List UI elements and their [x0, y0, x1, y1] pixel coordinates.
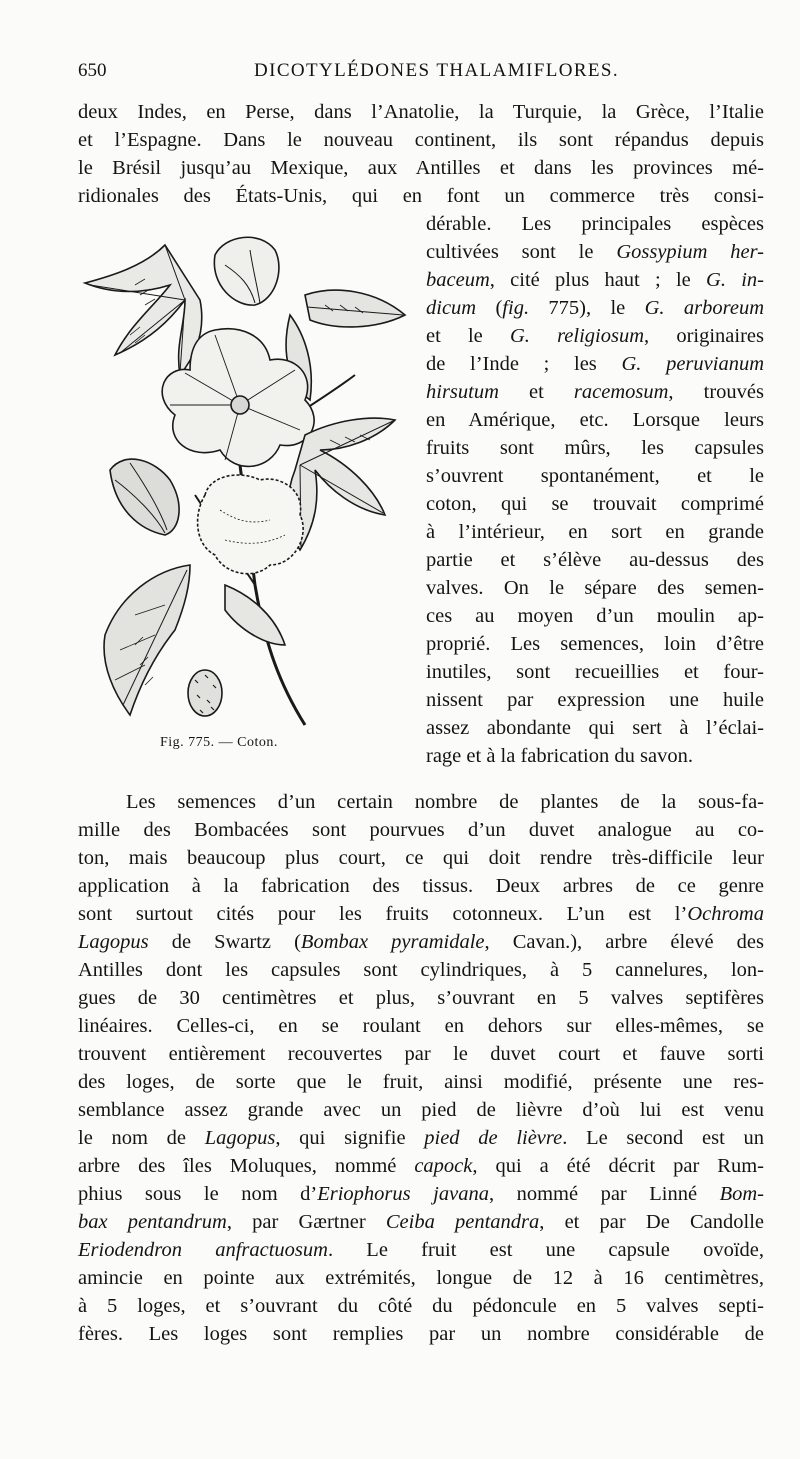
text-line: à 5 loges, et s’ouvrant du côté du pédoncule en 5 valves septi-	[78, 1295, 764, 1317]
text-line: de l’Inde ; les G. peruvianum	[426, 353, 764, 375]
text-line: hirsutum et racemosum, trouvés	[426, 381, 764, 403]
text-line: en Amérique, etc. Lorsque leurs	[426, 409, 764, 431]
text-line: assez abondante qui sert à l’éclai-	[426, 717, 764, 739]
text-line: gues de 30 centimètres et plus, s’ouvrant en 5 valves septifères	[78, 987, 764, 1009]
text-line: sont surtout cités pour les fruits cotonneux. L’un est l’Ochroma	[78, 903, 764, 925]
figure-caption: Fig. 775. — Coton.	[160, 735, 278, 750]
text-line: proprié. Les semences, loin d’être	[426, 633, 764, 655]
text-line: Eriodendron anfractuosum. Le fruit est une capsule ovoïde,	[78, 1239, 764, 1261]
text-line: bax pentandrum, par Gærtner Ceiba pentandra, et par De Candolle	[78, 1211, 764, 1233]
text-line: s’ouvrent spontanément, et le	[426, 465, 764, 487]
text-line: nissent par expression une huile	[426, 689, 764, 711]
text-line: mille des Bombacées sont pourvues d’un duvet analogue au co-	[78, 819, 764, 841]
text-line: cultivées sont le Gossypium her-	[426, 241, 764, 263]
text-line: Lagopus de Swartz (Bombax pyramidale, Cavan.), arbre élevé des	[78, 931, 765, 953]
running-title: DICOTYLÉDONES THALAMIFLORES.	[254, 60, 620, 81]
text-line: ton, mais beaucoup plus court, ce qui doit rendre très-difficile leur	[78, 847, 764, 869]
text-line: application à la fabrication des tissus. Deux arbres de ce genre	[78, 875, 764, 897]
text-line: des loges, de sorte que le fruit, ainsi modifié, présente une res-	[78, 1071, 764, 1093]
cotton-plant-illustration	[75, 225, 410, 735]
text-line: le Brésil jusqu’au Mexique, aux Antilles et dans les provinces mé-	[78, 157, 764, 179]
text-line: partie et s’élève au-dessus des	[426, 549, 764, 571]
text-line: le nom de Lagopus, qui signifie pied de lièvre. Le second est un	[78, 1127, 764, 1149]
text-line: deux Indes, en Perse, dans l’Anatolie, la Turquie, la Grèce, l’Italie	[78, 101, 764, 123]
text-line: rage et à la fabrication du savon.	[426, 745, 693, 767]
text-line: dérable. Les principales espèces	[426, 213, 764, 235]
text-line: valves. On le sépare des semen-	[426, 577, 764, 599]
text-line: à l’intérieur, en sort en grande	[426, 521, 764, 543]
text-line: semblance assez grande avec un pied de lièvre d’où lui est venu	[78, 1099, 764, 1121]
text-line: amincie en pointe aux extrémités, longue de 12 à 16 centimètres,	[78, 1267, 764, 1289]
text-line: fruits sont mûrs, les capsules	[426, 437, 764, 459]
text-line: baceum, cité plus haut ; le G. in-	[426, 269, 764, 291]
text-line: phius sous le nom d’Eriophorus javana, nommé par Linné Bom-	[78, 1183, 765, 1205]
text-line: fères. Les loges sont remplies par un nombre considérable de	[78, 1323, 764, 1345]
text-line: et l’Espagne. Dans le nouveau continent, ils sont répandus depuis	[78, 129, 764, 151]
text-line: ridionales des États-Unis, qui en font un commerce très consi-	[78, 185, 764, 207]
running-head	[78, 60, 764, 90]
text-line: arbre des îles Moluques, nommé capock, qui a été décrit par Rum-	[78, 1155, 764, 1177]
page-number: 650	[78, 60, 107, 81]
text-line: ces au moyen d’un moulin ap-	[426, 605, 764, 627]
text-line: Les semences d’un certain nombre de plantes de la sous-fa-	[126, 791, 764, 813]
text-line: Antilles dont les capsules sont cylindriques, à 5 cannelures, lon-	[78, 959, 764, 981]
text-line: dicum (fig. 775), le G. arboreum	[426, 297, 765, 319]
text-line: inutiles, sont recueillies et four-	[426, 661, 764, 683]
text-line: linéaires. Celles-ci, en se roulant en dehors sur elles-mêmes, se	[78, 1015, 764, 1037]
text-line: trouvent entièrement recouvertes par le duvet court et fauve sorti	[78, 1043, 764, 1065]
text-line: et le G. religiosum, originaires	[426, 325, 765, 347]
text-line: coton, qui se trouvait comprimé	[426, 493, 764, 515]
